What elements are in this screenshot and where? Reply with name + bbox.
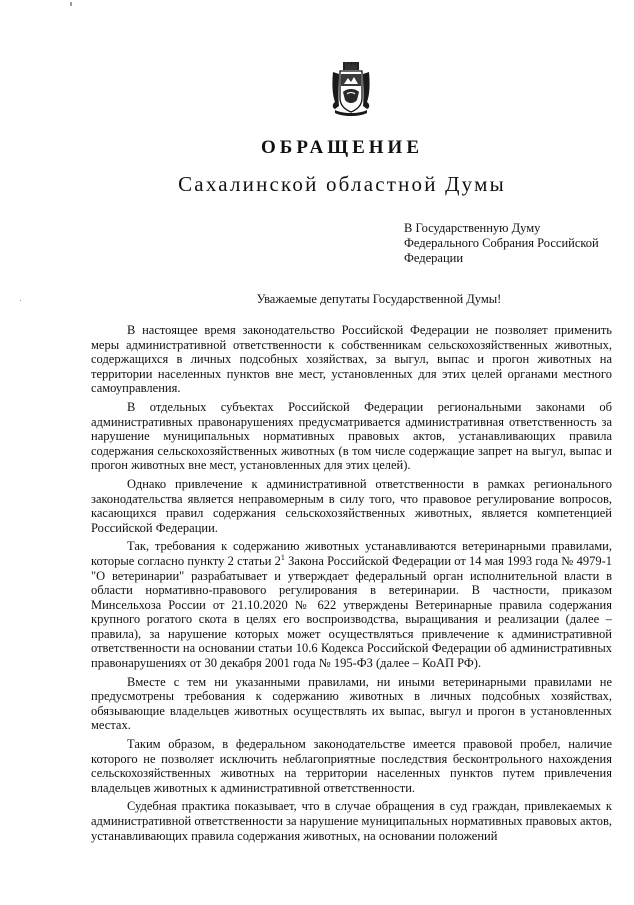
paragraph: В настоящее время законодательство Российской Федерации не позволяет применить меры административной ответственности к собственникам сельскохозяйственных животных, содержащихся в личных подсобных хозяйствах, за выгул, выпас и прогон животных на территории населенных пунктов вне мест, установленных для этих целей органами местного самоуправления. (91, 323, 612, 396)
addressee-line: Федерации (404, 251, 464, 265)
paragraph: В отдельных субъектах Российской Федерации региональными законами об административных правонарушениях предусматривается административная ответственность за нарушение муниципальных нормативных правовых актов, устанавливающих правила содержания сельскохозяйственных животных (в том числе содержащие запрет на выгул, выпас и прогон животных вне мест, установленных для этих целей). (91, 399, 612, 473)
addressee-line: Федерального Собрания Российской (404, 236, 599, 250)
letter-body (91, 323, 612, 847)
addressee-line: В Государственную Думу (404, 221, 541, 235)
paragraph: Вместе с тем ни указанными правилами, ни иными ветеринарными правилами не предусмотрены требования к содержанию животных в личных подсобных хозяйствах, обязывающие владельцев животных осуществлять их выпас, выгул и прогон в установленных местах. (91, 674, 612, 733)
salutation: Уважаемые депутаты Государственной Думы! (256, 292, 502, 306)
paragraph-text: Закона Российской Федерации от 14 мая 1993 года № 4979-1 "О ветеринарии" разрабатывает и утверждает федеральный орган исполнительной власти в области нормативно-правового регулирования в ветеринарии. В частности, приказом Минсельхоза России от 21.10.2020 № 622 утверждены Ветеринарные правила содержания крупного рогатого скота в целях его воспроизводства, выращивания и реализации (далее – правила), за нарушение которых может осуществляться привлечение к административной ответственности на основании статьи 10.6 Кодекса Российской Федерации об административных правонарушениях от 30 декабря 2001 года № 195-ФЗ (далее – КоАП РФ). (91, 553, 612, 671)
document-title: ОБРАЩЕНИЕ (260, 137, 423, 158)
paragraph-text: Так, требования к содержанию животных устанавливаются ветеринарными правилами, которые согласно пункту 2 статьи 2 (91, 539, 612, 568)
coat-of-arms-icon (329, 62, 373, 118)
paragraph: Таким образом, в федеральном законодательстве имеется правовой пробел, наличие которого не позволяет исключить неблагоприятные последствия бесконтрольного нахождения сельскохозяйственных животных на территории населенных пунктов путем привлечения владельцев животных к административной ответственности. (91, 737, 612, 795)
paragraph (91, 539, 612, 670)
addressee-block (404, 221, 619, 266)
document-subtitle: Сахалинской областной Думы (178, 172, 506, 196)
superscript: 1 (280, 552, 285, 562)
paragraph: Однако привлечение к административной ответственности в рамках регионального законодательства является неправомерным в силу того, что правовое регулирование вопросов, касающихся правил содержания сельскохозяйственных животных, является компетенцией Российской Федерации. (91, 476, 612, 535)
scan-mark (20, 300, 21, 301)
paragraph: Судебная практика показывает, что в случае обращения в суд граждан, привлекаемых к административной ответственности за нарушение муниципальных нормативных правовых актов, устанавливающих правила содержания животных, на основании положений (91, 799, 612, 843)
scan-mark (70, 2, 72, 6)
